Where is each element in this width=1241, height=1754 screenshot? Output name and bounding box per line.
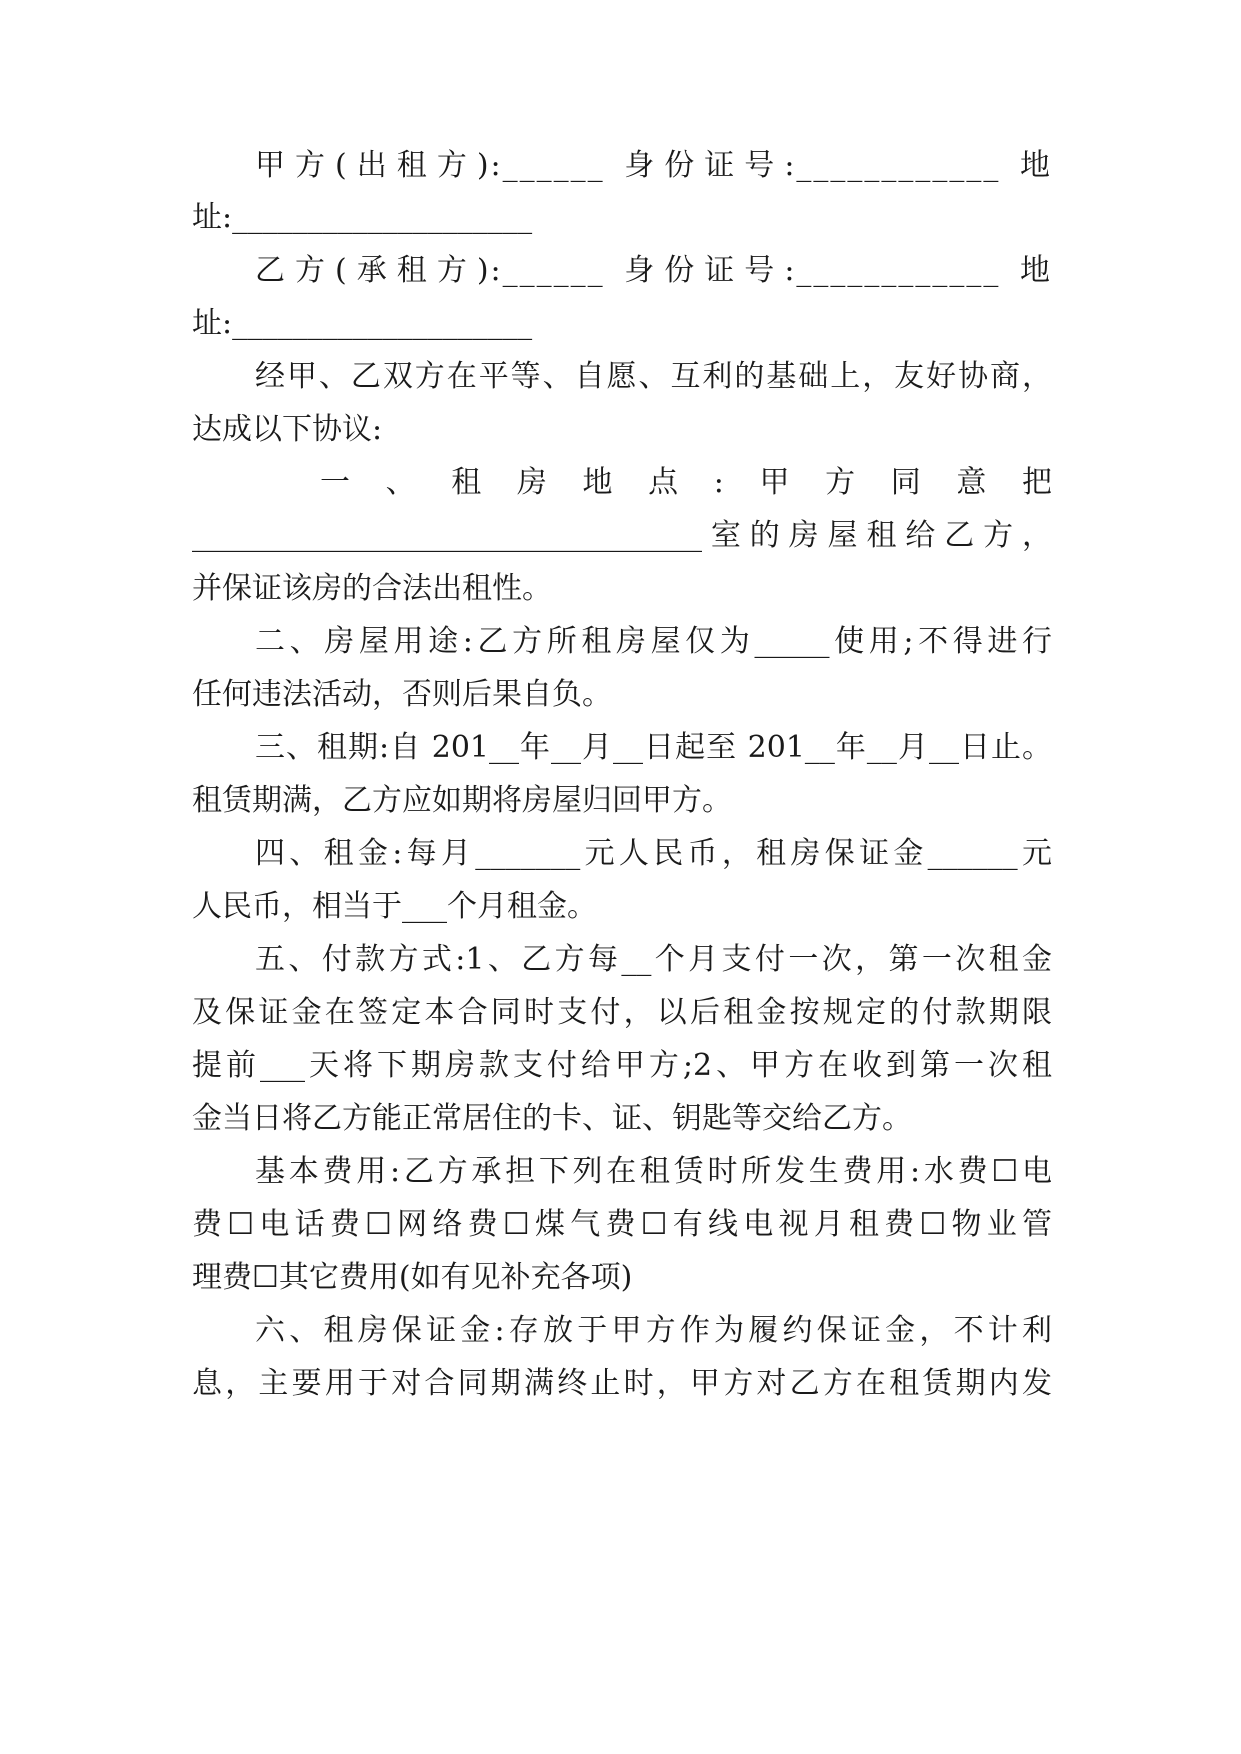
party-b-line: 乙方(承租方):______ 身份证号:____________ 地	[255, 253, 1052, 288]
clause-3-line-cont: 租赁期满，乙方应如期将房屋归回甲方。	[192, 783, 732, 818]
clause-1-heading: 一、租房地点:甲方同意把	[320, 465, 1052, 500]
basic-fees-line-3: 理费☐其它费用(如有见补充各项)	[192, 1260, 633, 1295]
clause-5-line: 五、付款方式:1、乙方每__个月支付一次，第一次租金	[255, 942, 1052, 977]
clause-6-line: 六、租房保证金:存放于甲方作为履约保证金，不计利	[255, 1313, 1052, 1348]
clause-1-line-cont: 并保证该房的合法出租性。	[192, 571, 552, 606]
party-b-address-line: 址:____________________	[192, 306, 533, 341]
clause-6-line-cont: 息，主要用于对合同期满终止时，甲方对乙方在租赁期内发	[192, 1366, 1052, 1401]
clause-5-line-3: 提前___天将下期房款支付给甲方;2、甲方在收到第一次租	[192, 1048, 1052, 1083]
party-a-line: 甲方(出租方):______ 身份证号:____________ 地	[255, 148, 1052, 183]
basic-fees-line-2: 费☐电话费☐网络费☐煤气费☐有线电视月租费☐物业管	[192, 1207, 1052, 1242]
preamble-line: 经甲、乙双方在平等、自愿、互利的基础上，友好协商，	[255, 359, 1052, 394]
party-a-address-line: 址:____________________	[192, 200, 533, 235]
clause-4-line-cont: 人民币，相当于___个月租金。	[192, 889, 597, 924]
clause-5-line-2: 及保证金在签定本合同时支付，以后租金按规定的付款期限	[192, 995, 1052, 1030]
clause-5-line-4: 金当日将乙方能正常居住的卡、证、钥匙等交给乙方。	[192, 1101, 912, 1136]
clause-3-line: 三、租期:自 201__年__月__日起至 201__年__月__日止。	[255, 730, 1052, 765]
clause-1-line: __________________________________室的房屋租给乙方，	[192, 518, 1052, 553]
clause-2-line: 二、房屋用途:乙方所租房屋仅为_____使用;不得进行	[255, 624, 1052, 659]
clause-2-line-cont: 任何违法活动，否则后果自负。	[192, 677, 612, 712]
clause-4-line: 四、租金:每月_______元人民币，租房保证金______元	[255, 836, 1052, 871]
preamble-line-cont: 达成以下协议:	[192, 412, 383, 447]
basic-fees-line: 基本费用:乙方承担下列在租赁时所发生费用:水费☐电	[255, 1154, 1052, 1189]
